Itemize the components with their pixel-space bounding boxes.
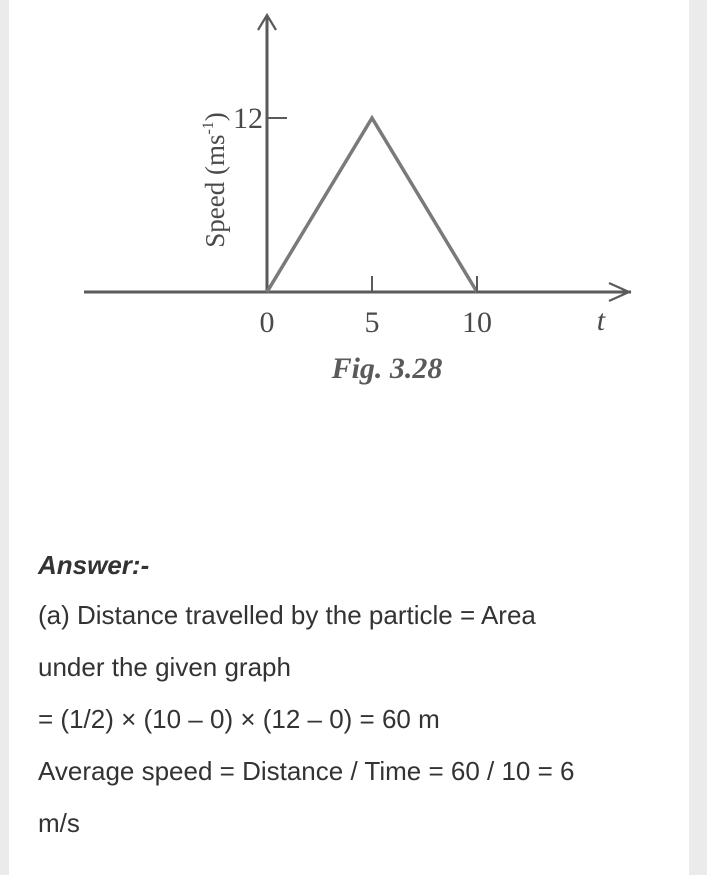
speed-time-chart: [9, 0, 689, 400]
speed-series-line: [267, 118, 477, 292]
answer-heading: Answer:-: [38, 550, 150, 580]
figure-caption: Fig. 3.28: [331, 352, 443, 385]
x-tick-label: 5: [364, 306, 380, 339]
answer-line: (a) Distance travelled by the particle = Area: [38, 600, 536, 630]
content-card: [9, 0, 689, 875]
answer-line: m/s: [38, 808, 80, 838]
y-tick-label: 12: [233, 102, 263, 135]
answer-section: [38, 545, 678, 849]
answer-line: under the given graph: [38, 652, 291, 682]
x-tick-label: 0: [259, 306, 275, 339]
x-axis-label: t: [596, 304, 606, 337]
x-tick-label: 10: [462, 306, 492, 339]
speed-time-figure: [9, 0, 689, 400]
y-axis-label: Speed $(ms^{-1})$: [200, 112, 230, 248]
answer-line: Average speed = Distance / Time = 60 / 10 = 6: [38, 756, 575, 786]
answer-line: = (1/2) × (10 – 0) × (12 – 0) = 60 m: [38, 704, 440, 734]
